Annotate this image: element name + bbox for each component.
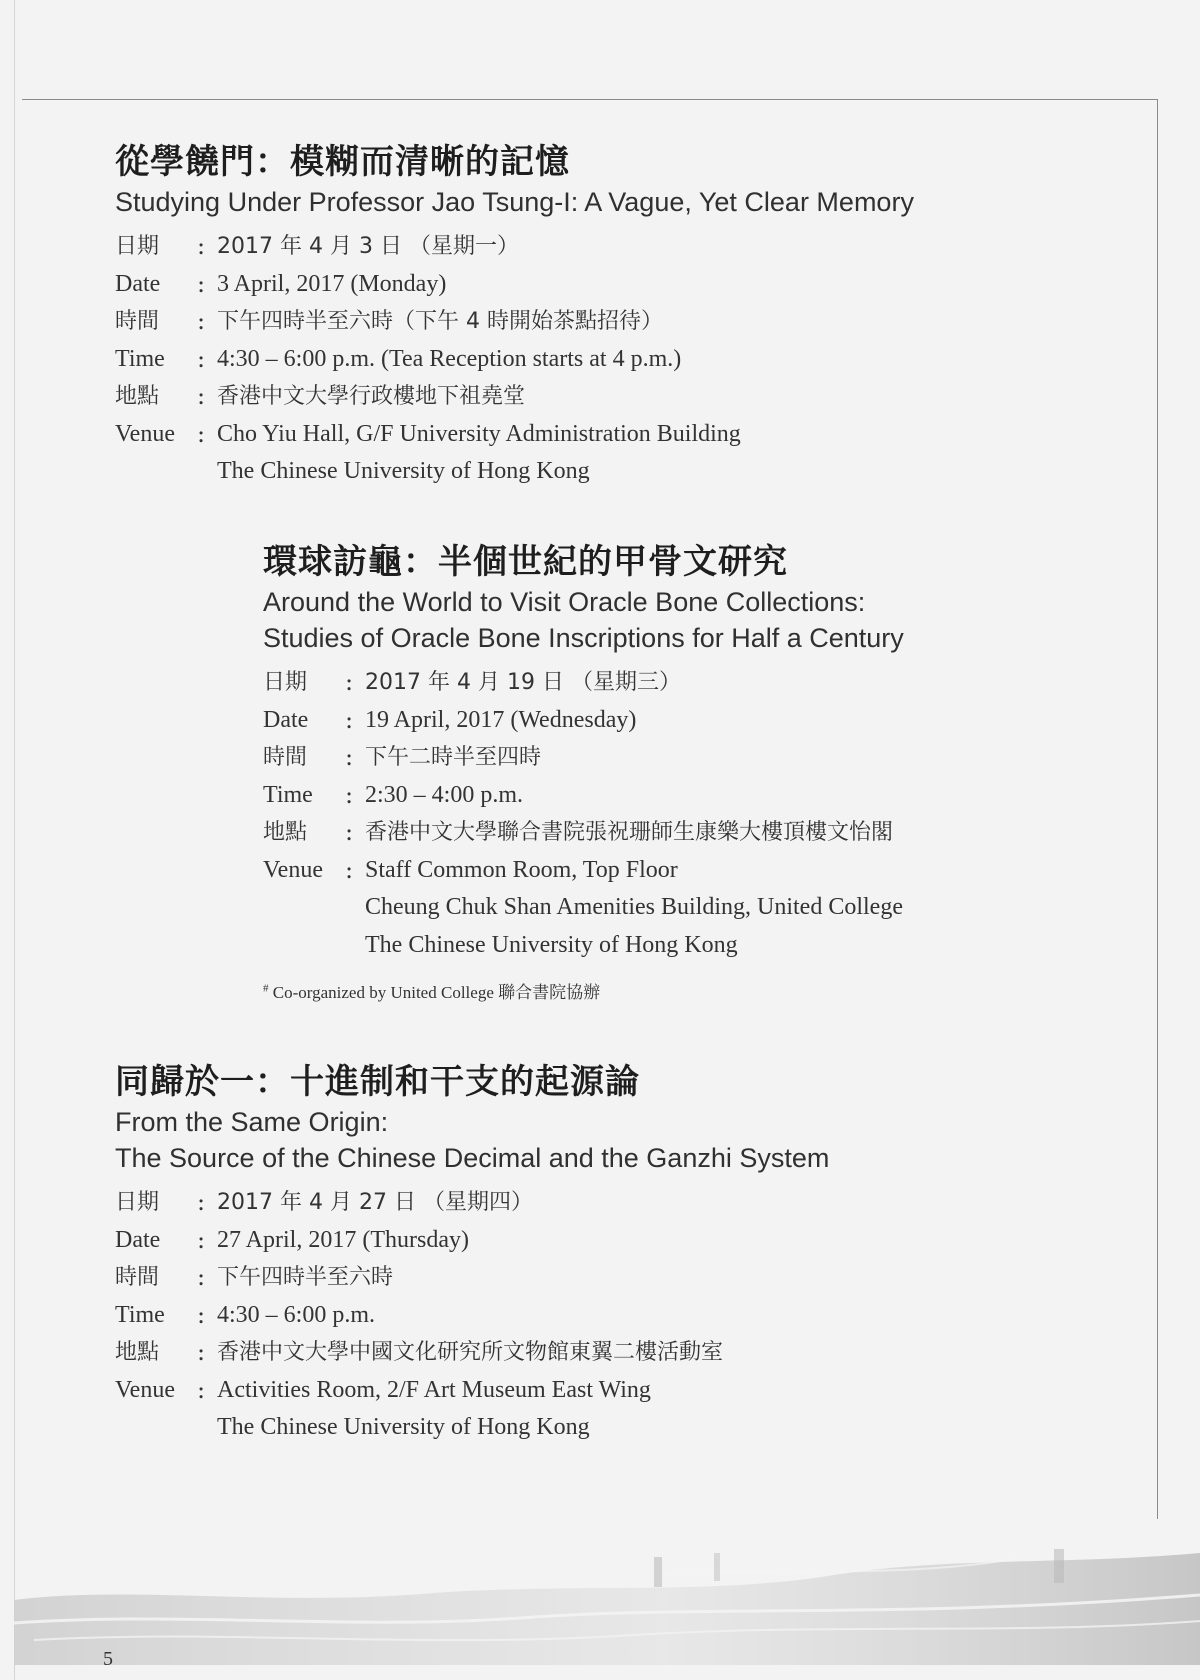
label-time-zh: 時間 [115,309,160,334]
venue-zh-row [115,378,914,416]
date-en-value: 19 April, 2017 (Wednesday) [365,706,637,733]
colon: : [197,269,206,298]
frame-top-rule [22,99,1157,100]
colon: : [197,232,206,260]
label-time-zh: 時間 [115,1265,160,1290]
date-zh-value: 2017 年 4 月 27 日 （星期四） [217,1190,533,1215]
time-en-row [115,341,914,379]
label-date-en: Date [115,270,161,297]
venue-en-line-2: Cheung Chuk Shan Amenities Building, United College [365,894,903,920]
colon: : [197,1300,206,1329]
talk-details [115,1184,829,1447]
talk-3 [115,1060,829,1447]
talk-title-en-line-1: Around the World to Visit Oracle Bone Collections: [263,587,866,617]
talk-1 [115,140,914,491]
colon: : [197,1225,206,1254]
label-date-en: Date [263,706,309,733]
label-time-zh: 時間 [263,745,308,770]
colon: : [197,307,206,335]
label-venue-en: Venue [115,1376,175,1403]
talk-details [263,664,904,964]
label-venue-zh: 地點 [115,1340,160,1365]
colon: : [345,705,354,734]
venue-en-line-1: Activities Room, 2/F Art Museum East Wing [217,1376,651,1403]
colon: : [345,818,354,846]
venue-en-line-2: The Chinese University of Hong Kong [217,1414,590,1440]
page-edge [14,0,15,1680]
colon: : [345,668,354,696]
label-venue-en: Venue [115,420,175,447]
note-marker: # [263,982,269,995]
venue-en-row [263,852,904,890]
time-zh-value: 下午四時半至六時 [217,1265,394,1290]
time-en-row [263,777,904,815]
talk-details [115,228,914,491]
label-venue-zh: 地點 [115,384,160,409]
venue-en-row [115,416,914,454]
date-zh-row [263,664,904,702]
colon: : [197,1338,206,1366]
venue-zh-value: 香港中文大學聯合書院張祝珊師生康樂大樓頂樓文怡閣 [365,820,894,845]
colon: : [345,743,354,771]
brush-stroke-decoration [14,1545,1200,1665]
time-en-value: 2:30 – 4:00 p.m. [365,781,524,808]
label-venue-en: Venue [263,856,323,883]
colon: : [197,1375,206,1404]
venue-en-line-1: Cho Yiu Hall, G/F University Administration Building [217,420,741,447]
date-zh-value: 2017 年 4 月 19 日 （星期三） [365,670,681,695]
label-date-en: Date [115,1226,161,1253]
venue-en-line-3: The Chinese University of Hong Kong [365,931,738,958]
talk-title-zh: 從學饒門：模糊而清晰的記憶 [115,142,570,182]
venue-zh-row [115,1334,829,1372]
date-en-value: 27 April, 2017 (Thursday) [217,1226,469,1253]
label-time-en: Time [115,1301,165,1328]
talk-title-en-line-1: From the Same Origin: [115,1107,389,1137]
label-date-zh: 日期 [263,670,308,695]
time-zh-row [115,303,914,341]
colon: : [197,344,206,373]
colon: : [197,1188,206,1216]
colon: : [197,382,206,410]
note-text: Co-organized by United College 聯合書院協辦 [272,983,601,1002]
date-en-row [263,702,904,740]
talk-title-en-line-2: Studies of Oracle Bone Inscriptions for Half a Century [263,623,904,653]
label-venue-zh: 地點 [263,820,308,845]
time-en-row [115,1297,829,1335]
talk-2 [263,540,904,1003]
venue-en-line-2: The Chinese University of Hong Kong [217,458,590,484]
colon: : [345,780,354,809]
date-zh-value: 2017 年 4 月 3 日 （星期一） [217,234,519,259]
time-en-value: 4:30 – 6:00 p.m. (Tea Reception starts at 4 p.m.) [217,345,682,372]
talk-title-zh: 環球訪龜：半個世紀的甲骨文研究 [263,542,788,582]
date-en-value: 3 April, 2017 (Monday) [217,270,447,297]
colon: : [197,419,206,448]
co-organizer-note [263,978,904,1003]
label-date-zh: 日期 [115,234,160,259]
colon: : [197,1263,206,1291]
time-en-value: 4:30 – 6:00 p.m. [217,1301,376,1328]
date-zh-row [115,228,914,266]
time-zh-row [263,739,904,777]
frame-right-rule [1157,99,1158,1519]
venue-zh-row [263,814,904,852]
time-zh-value: 下午四時半至六時（下午 4 時開始茶點招待） [217,309,663,334]
talk-title-en-line-2: The Source of the Chinese Decimal and the Ganzhi System [115,1143,830,1173]
venue-zh-value: 香港中文大學行政樓地下祖堯堂 [217,384,526,409]
venue-zh-value: 香港中文大學中國文化研究所文物館東翼二樓活動室 [217,1340,724,1365]
talk-title-en: Studying Under Professor Jao Tsung-I: A Vague, Yet Clear Memory [115,187,914,217]
time-zh-row [115,1259,829,1297]
page-number: 5 [103,1648,113,1670]
date-zh-row [115,1184,829,1222]
date-en-row [115,1222,829,1260]
colon: : [345,855,354,884]
label-time-en: Time [115,345,165,372]
time-zh-value: 下午二時半至四時 [365,745,542,770]
venue-en-line-1: Staff Common Room, Top Floor [365,856,678,883]
venue-en-row [115,1372,829,1410]
label-time-en: Time [263,781,313,808]
date-en-row [115,266,914,304]
label-date-zh: 日期 [115,1190,160,1215]
talk-title-zh: 同歸於一：十進制和干支的起源論 [115,1062,640,1102]
